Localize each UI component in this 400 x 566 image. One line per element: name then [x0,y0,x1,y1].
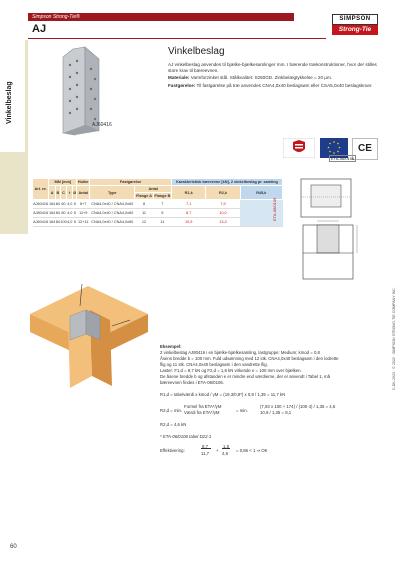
th-type: Type [90,186,135,200]
cell-huller: 8+7 [77,200,90,209]
example-heading: Eksempel: [160,344,182,349]
logo-top: SIMPSON [332,14,378,25]
example-formula-1: R1,d = tabelværdi x kmod / γM = (19,3/0,8*) x 0,8 / 1,35 = 11,7 kN [160,392,286,397]
example-footnote: * ETA-06/0106 tabel D22-1 [160,434,212,439]
example-line-1b: mod = 0,8 [300,350,320,355]
fastening-text: Til fastgørelse på træ anvendes CNA4,0x40 beslagsøm eller CSA5,0x40 beslagskruer. [195,82,373,88]
header-band-text: Simpson Strong-Tie® [32,14,80,20]
cell-art: AJ60416 [33,218,49,227]
example-line-1: 2 vinkelbeslag AJ80416 i en bjælke-bjælkesamling, lastgruppe: Medium; k [160,350,301,355]
section-title: Vinkelbeslag [168,46,225,57]
material-label: Materiale: [168,75,190,81]
eff-plus: + [216,448,219,453]
cell-r1: 7,1 [172,200,206,209]
example-effectivity [160,444,365,458]
dimension-diagram [295,175,363,283]
cell-r2: 7,9 [206,200,240,209]
eta-vertical-label: ETA-06/0106 [272,197,277,221]
example-line-3: flig og 11 stk. CNA4,0x40 beslagsøm i den vandrette flig. [160,362,268,367]
cell-c: 60 [60,200,67,209]
material-text: Varmforzinket stål. Stålkvalitet: S250GD. Zinkbelægtykkelse = 20 µm. [189,75,333,81]
cell-r1: 8,7 [172,209,206,218]
page-title: AJ [32,23,47,35]
th-antal: Antal [135,186,172,193]
cell-r2: 10,0 [206,209,240,218]
page-number: 60 [10,544,17,550]
th-b: B [56,186,61,200]
example-line-2: Åsens bredde b = 100 mm. Fuld udsømning med 12 stk. CNA4,0x40 beslagsøm i den lodrette [160,356,339,361]
side-tab-accent [0,152,25,234]
th-karakt: Karakteristisk bæreevne [kN], 2 vinkelbeslag pr. samling [172,179,283,186]
cell-c: 100 [60,218,67,227]
cell-type: CNA4,0x40 / CNA4,0x60 [90,209,135,218]
table-row [33,200,283,209]
cell-a: 164 [49,200,56,209]
cell-b: 84 [56,218,61,227]
example-formula-3: R2,d = 4,6 kN [160,422,187,427]
header-rule [28,38,326,39]
side-tab [0,40,25,152]
cell-type: CNA4,0x40 / CNA4,0x60 [90,218,135,227]
cell-t: 4,0 [67,200,73,209]
example-line-4: Laster: F1,d = 8,7 kN og F2,d = 1,8 kN virkende e = 100 mm over bjælken. [160,368,302,373]
cell-d: 5 [73,200,77,209]
eff-label: Effektivering: [160,448,185,453]
eff-2-den: 4,6 [222,451,228,456]
formula-2-b: Værdi fra ETA*/γM [184,410,220,415]
cell-fb: 7 [153,200,171,209]
copyright-credit: C-DK-2023 · © 2022 · SIMPSON STRONG-TIE COMPANY INC. [392,287,396,390]
cell-huller: 12+11 [77,218,90,227]
cell-art: AJ60416 [33,200,49,209]
simpson-logo [332,14,378,34]
cell-fa: 11 [135,209,153,218]
side-tab-label: Vinkelbeslag [6,81,13,124]
cell-fa: 8 [135,200,153,209]
th-huller: Huller [77,180,89,184]
th-o: Ø [73,186,77,200]
th-a: A [49,186,56,200]
side-bar [25,40,28,234]
th-r1: R1,k [172,186,206,200]
spec-table [32,178,283,227]
intro-text [168,62,383,89]
cell-t: 4,0 [67,209,73,218]
cell-d: 5 [73,218,77,227]
product-image-label: AJ60416 [92,122,112,128]
cell-art: AJ80416 [33,209,49,218]
formula-2-d: (7,93 x 100 + 174) / (100·4) / 1,35 = 4,6 [260,404,336,409]
th-flange-b: Flange B [154,194,171,198]
ce-mark-text: CE [358,143,372,154]
th-flange-a: Flange A [136,194,152,198]
eta-caption: ETA-06/0106 [331,156,355,161]
assembly-illustration [30,276,148,390]
cell-huller: 11+9 [77,209,90,218]
cell-t: 4,0 [67,218,73,227]
th-maal: Mål [mm] [49,179,77,186]
intro-paragraph-1: AJ vinkelbeslag anvendes til bjælke-bjælkesamlinger mm. I bærende trækonstruktioner, hvor der stilles store krav til bæreevnen. [168,62,377,74]
logo-bottom: Strong-Tie [332,25,378,35]
cell-c: 80 [60,209,67,218]
th-fast: Fastgørelse [90,179,172,186]
page-title-bar [28,21,326,39]
cell-r1: 10,9 [172,218,206,227]
cell-a: 164 [49,218,56,227]
cell-b: 84 [56,209,61,218]
cell-fa: 12 [135,218,153,227]
eff-1-num: 8,7 [202,444,208,449]
th-r2: R2,k [206,186,240,200]
cell-fb: 9 [153,209,171,218]
cell-d: 5 [73,209,77,218]
th-r3: R45,k [240,186,282,200]
eta-badge-icon [283,138,315,158]
th-artnr: Art. nr. [33,179,49,200]
fastening-label: Fastgørelse: [168,82,196,88]
cell-a: 164 [49,209,56,218]
cell-type: CNA4,0x40 / CNA4,0x60 [90,200,135,209]
th-antal-huller: Antal [77,186,90,200]
example-line-6: bæreevnen findes i ETA-06/0106. [160,380,224,385]
example-line-5: De åsene bredde b og afstanden e er mindre end værdierne, der er anvendt i Tabel 1, må [160,374,330,379]
eff-1-den: 11,7 [201,451,210,456]
formula-2-a: Formel fra ETA*/γM [184,404,222,409]
example-block [160,344,365,458]
th-c: C [60,186,67,200]
cell-fb: 11 [153,218,171,227]
formula-2-lhs: R2,d = min. [160,408,183,413]
example-formula-2 [160,404,365,418]
eff-result: = 0,86 < 1 ⇒ OK [236,448,268,453]
header-band [28,13,294,21]
eff-2-num: 1,8 [223,444,229,449]
formula-2-e: 10,9 / 1,35 = 8,1 [260,410,292,415]
formula-2-c: = min. [236,408,248,413]
cell-r2: 13,3 [206,218,240,227]
th-t: t [67,186,73,200]
cell-b: 84 [56,200,61,209]
